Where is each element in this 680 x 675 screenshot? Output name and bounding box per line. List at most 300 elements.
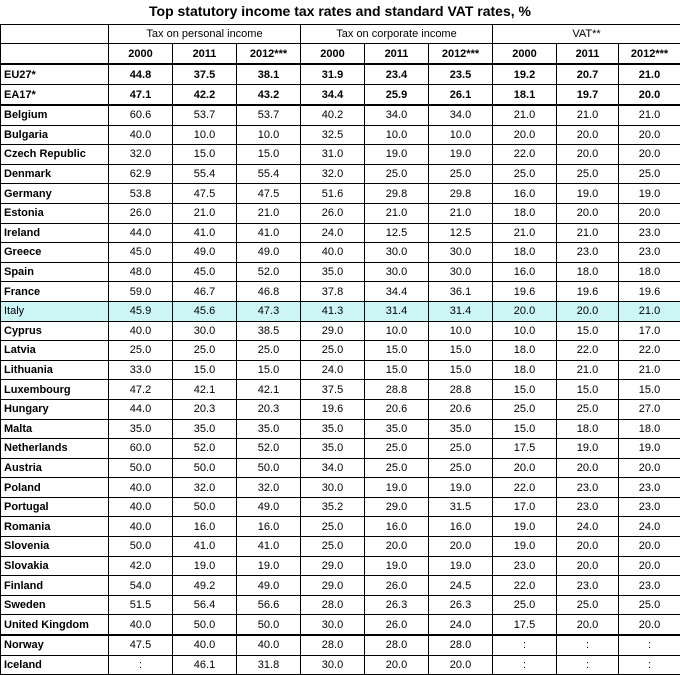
table-cell: 46.8 [237,282,301,302]
table-cell: 41.3 [301,301,365,321]
group-header-vat: VAT** [493,25,680,44]
table-cell: 18.0 [619,419,680,439]
table-cell: 29.0 [301,321,365,341]
table-cell: 22.0 [493,478,557,498]
table-cell: 44.8 [109,64,173,85]
table-cell: 25.9 [365,85,429,106]
table-cell: 10.0 [429,321,493,341]
table-cell: : [619,635,680,655]
table-cell: 46.7 [173,282,237,302]
table-cell: 20.3 [173,399,237,419]
group-header-corporate: Tax on corporate income [301,25,493,44]
table-cell: 25.0 [301,341,365,361]
table-cell: 16.0 [493,262,557,282]
table-cell: 20.0 [619,537,680,557]
row-label: Malta [1,419,109,439]
table-cell: 22.0 [557,341,619,361]
table-cell: 28.0 [301,635,365,655]
table-cell: 35.0 [301,419,365,439]
table-cell: 19.0 [557,184,619,204]
row-label: Slovakia [1,556,109,576]
table-cell: 44.0 [109,223,173,243]
table-row [1,419,680,439]
table-cell: 25.0 [429,439,493,459]
table-cell: 31.9 [301,64,365,85]
table-cell: 28.0 [365,635,429,655]
table-cell: 19.0 [493,517,557,537]
table-cell: 32.0 [301,164,365,184]
table-cell: 37.5 [301,380,365,400]
table-cell: 19.2 [493,64,557,85]
corner-cell [1,25,109,44]
table-cell: 20.0 [619,145,680,165]
table-cell: 16.0 [493,184,557,204]
table-cell: 25.0 [237,341,301,361]
table-row [1,64,680,85]
table-cell: 21.0 [557,105,619,125]
table-cell: 15.0 [429,341,493,361]
table-cell: 50.0 [173,497,237,517]
table-cell: 45.9 [109,301,173,321]
row-label: Lithuania [1,360,109,380]
table-cell: 20.0 [493,458,557,478]
table-cell: 40.0 [109,478,173,498]
table-cell: 23.4 [365,64,429,85]
table-cell: 47.1 [109,85,173,106]
table-cell: 20.0 [557,556,619,576]
table-cell: 28.8 [429,380,493,400]
table-cell: 21.0 [619,105,680,125]
table-row [1,517,680,537]
table-cell: 44.0 [109,399,173,419]
row-label: Netherlands [1,439,109,459]
table-cell: 12.5 [365,223,429,243]
table-cell: 21.0 [429,203,493,223]
table-cell: 24.0 [619,517,680,537]
table-cell: 19.6 [619,282,680,302]
table-cell: 15.0 [237,360,301,380]
table-cell: 15.0 [493,380,557,400]
table-cell: 50.0 [237,458,301,478]
table-cell: 52.0 [237,262,301,282]
table-title: Top statutory income tax rates and standard VAT rates, % [0,2,680,20]
table-cell: 23.0 [619,576,680,596]
table-cell: 15.0 [619,380,680,400]
table-row [1,203,680,223]
table-cell: 15.0 [365,360,429,380]
table-cell: 47.5 [109,635,173,655]
table-cell: 25.0 [557,164,619,184]
table-cell: 53.7 [173,105,237,125]
table-cell: 40.0 [109,321,173,341]
table-cell: 19.0 [429,145,493,165]
table-row [1,615,680,635]
table-cell: 18.0 [557,262,619,282]
table-cell: 35.0 [301,262,365,282]
table-cell: 40.0 [109,497,173,517]
table-cell: 41.0 [237,223,301,243]
table-cell: 23.0 [619,243,680,263]
row-label: Spain [1,262,109,282]
table-cell: 47.5 [173,184,237,204]
table-cell: 37.5 [173,64,237,85]
table-cell: 35.2 [301,497,365,517]
table-cell: 23.0 [557,243,619,263]
row-label: Portugal [1,497,109,517]
table-cell: 31.4 [429,301,493,321]
table-cell: 24.0 [557,517,619,537]
table-cell: 55.4 [237,164,301,184]
table-cell: 19.7 [557,85,619,106]
table-cell: 52.0 [173,439,237,459]
table-cell: 35.0 [109,419,173,439]
table-cell: : [557,635,619,655]
table-cell: 20.0 [557,537,619,557]
row-label: Estonia [1,203,109,223]
table-cell: 48.0 [109,262,173,282]
table-cell: : [493,635,557,655]
table-cell: 23.0 [493,556,557,576]
table-row [1,85,680,106]
table-row [1,360,680,380]
row-label: Germany [1,184,109,204]
table-cell: 10.0 [365,125,429,145]
table-cell: 25.0 [365,439,429,459]
table-cell: 21.0 [557,360,619,380]
table-cell: 19.0 [493,537,557,557]
table-cell: 21.0 [365,203,429,223]
table-cell: 54.0 [109,576,173,596]
table-cell: 47.3 [237,301,301,321]
table-cell: 23.0 [619,478,680,498]
table-row [1,635,680,655]
row-label: Greece [1,243,109,263]
table-cell: 26.0 [301,203,365,223]
table-cell: 12.5 [429,223,493,243]
table-cell: 25.0 [429,164,493,184]
table-cell: 35.0 [365,419,429,439]
table-cell: 50.0 [237,615,301,635]
table-cell: 40.0 [237,635,301,655]
table-cell: 40.2 [301,105,365,125]
table-cell: 19.0 [173,556,237,576]
table-cell: 20.0 [557,458,619,478]
row-label: Bulgaria [1,125,109,145]
table-cell: 20.0 [557,615,619,635]
table-cell: 43.2 [237,85,301,106]
table-cell: 30.0 [301,478,365,498]
table-cell: 21.0 [173,203,237,223]
table-cell: 40.0 [109,615,173,635]
table-cell: 42.2 [173,85,237,106]
table-cell: 31.8 [237,655,301,675]
table-cell: 15.0 [237,145,301,165]
table-cell: 20.0 [619,615,680,635]
table-cell: 32.5 [301,125,365,145]
table-cell: 20.3 [237,399,301,419]
table-cell: 24.0 [301,360,365,380]
year-header: 2011 [557,44,619,65]
table-cell: 30.0 [301,655,365,675]
table-cell: 56.4 [173,595,237,615]
row-label: Ireland [1,223,109,243]
table-cell: 31.0 [301,145,365,165]
year-header: 2000 [109,44,173,65]
table-cell: 32.0 [237,478,301,498]
table-cell: 17.5 [493,615,557,635]
row-label: EA17* [1,85,109,106]
table-cell: 36.1 [429,282,493,302]
table-cell: 19.6 [301,399,365,419]
table-cell: 25.0 [493,595,557,615]
table-row [1,655,680,675]
table-cell: 28.0 [429,635,493,655]
table-cell: 20.0 [619,556,680,576]
table-cell: 45.6 [173,301,237,321]
table-cell: 10.0 [173,125,237,145]
table-cell: 25.0 [109,341,173,361]
table-cell: 25.0 [493,164,557,184]
table-cell: 21.0 [619,64,680,85]
table-cell: 25.0 [301,517,365,537]
table-cell: 25.0 [173,341,237,361]
table-cell: 15.0 [173,145,237,165]
table-cell: 50.0 [109,537,173,557]
table-cell: 19.6 [557,282,619,302]
table-cell: 27.0 [619,399,680,419]
table-cell: 20.0 [557,145,619,165]
table-cell: : [557,655,619,675]
table-cell: 19.0 [619,439,680,459]
table-cell: 34.0 [301,458,365,478]
table-cell: 41.0 [237,537,301,557]
row-label: United Kingdom [1,615,109,635]
row-label: Italy [1,301,109,321]
table-cell: 15.0 [493,419,557,439]
table-row [1,301,680,321]
table-cell: 19.0 [619,184,680,204]
table-row [1,125,680,145]
table-cell: 20.0 [365,655,429,675]
table-cell: 24.0 [429,615,493,635]
table-cell: 21.0 [557,223,619,243]
table-cell: 20.0 [619,458,680,478]
table-cell: 33.0 [109,360,173,380]
table-cell: 49.0 [237,576,301,596]
table-cell: 20.0 [365,537,429,557]
table-cell: 25.0 [493,399,557,419]
table-cell: 30.0 [429,262,493,282]
table-cell: 20.0 [557,301,619,321]
table-row [1,262,680,282]
table-cell: 35.0 [173,419,237,439]
row-label: Cyprus [1,321,109,341]
table-cell: 32.0 [109,145,173,165]
table-cell: 16.0 [237,517,301,537]
row-label: Hungary [1,399,109,419]
table-cell: 34.4 [365,282,429,302]
table-cell: : [109,655,173,675]
table-cell: 32.0 [173,478,237,498]
table-cell: 20.0 [619,125,680,145]
table-row [1,321,680,341]
row-label: France [1,282,109,302]
table-cell: 55.4 [173,164,237,184]
table-cell: 42.0 [109,556,173,576]
table-cell: 40.0 [173,635,237,655]
row-label: Romania [1,517,109,537]
table-cell: 40.0 [109,125,173,145]
table-cell: 19.0 [237,556,301,576]
table-cell: 45.0 [109,243,173,263]
table-cell: 45.0 [173,262,237,282]
row-label: Luxembourg [1,380,109,400]
table-cell: 50.0 [109,458,173,478]
table-cell: 60.0 [109,439,173,459]
table-row [1,497,680,517]
table-cell: 25.0 [429,458,493,478]
table-cell: 21.0 [619,301,680,321]
table-cell: 42.1 [237,380,301,400]
table-cell: 31.5 [429,497,493,517]
row-label: Finland [1,576,109,596]
table-cell: 40.0 [301,243,365,263]
table-cell: 29.0 [301,576,365,596]
table-cell: 47.5 [237,184,301,204]
table-row [1,537,680,557]
table-cell: 60.6 [109,105,173,125]
row-label: Belgium [1,105,109,125]
table-cell: 20.6 [365,399,429,419]
table-cell: 15.0 [429,360,493,380]
table-cell: 31.4 [365,301,429,321]
table-cell: 20.0 [619,203,680,223]
table-cell: 25.0 [365,458,429,478]
table-cell: 10.0 [493,321,557,341]
table-cell: 25.0 [365,164,429,184]
tax-rates-table [0,24,680,675]
table-cell: 19.6 [493,282,557,302]
table-cell: 10.0 [429,125,493,145]
table-cell: 30.0 [365,262,429,282]
table-cell: 50.0 [173,458,237,478]
table-cell: 15.0 [557,321,619,341]
table-cell: 15.0 [365,341,429,361]
table-cell: 19.0 [429,556,493,576]
table-cell: 23.0 [557,576,619,596]
table-cell: 21.0 [619,360,680,380]
table-cell: 18.0 [493,203,557,223]
year-header: 2012*** [429,44,493,65]
table-cell: : [493,655,557,675]
table-cell: 22.0 [493,576,557,596]
table-cell: 19.0 [365,145,429,165]
row-label: Denmark [1,164,109,184]
table-cell: 51.6 [301,184,365,204]
table-cell: 15.0 [173,360,237,380]
table-cell: 47.2 [109,380,173,400]
table-cell: 50.0 [173,615,237,635]
table-cell: 23.0 [619,497,680,517]
table-cell: 18.0 [493,341,557,361]
table-cell: 26.1 [429,85,493,106]
table-cell: 21.0 [493,223,557,243]
table-cell: 16.0 [173,517,237,537]
table-cell: 16.0 [429,517,493,537]
table-row [1,439,680,459]
table-cell: 56.6 [237,595,301,615]
table-cell: 20.0 [493,125,557,145]
table-cell: 30.0 [301,615,365,635]
table-cell: 19.0 [557,439,619,459]
table-cell: 19.0 [365,478,429,498]
table-cell: 52.0 [237,439,301,459]
year-header: 2011 [173,44,237,65]
table-cell: 38.5 [237,321,301,341]
table-cell: 20.0 [619,85,680,106]
row-label: Latvia [1,341,109,361]
table-cell: 42.1 [173,380,237,400]
table-cell: 51.5 [109,595,173,615]
row-label: EU27* [1,64,109,85]
table-cell: 21.0 [493,105,557,125]
table-cell: 10.0 [237,125,301,145]
table-cell: 30.0 [429,243,493,263]
table-row [1,105,680,125]
table-row [1,223,680,243]
table-cell: 18.0 [557,419,619,439]
table-cell: 23.0 [557,497,619,517]
table-cell: 20.0 [557,125,619,145]
table-cell: 46.1 [173,655,237,675]
year-header: 2011 [365,44,429,65]
table-row [1,478,680,498]
table-row [1,380,680,400]
table-row [1,399,680,419]
table-cell: 41.0 [173,537,237,557]
year-header: 2012*** [619,44,680,65]
table-cell: 53.7 [237,105,301,125]
table-cell: 22.0 [619,341,680,361]
table-cell: 49.0 [237,497,301,517]
table-cell: 10.0 [365,321,429,341]
table-cell: 29.8 [365,184,429,204]
row-label: Austria [1,458,109,478]
table-cell: 26.0 [109,203,173,223]
table-cell: 23.5 [429,64,493,85]
table-cell: 53.8 [109,184,173,204]
table-cell: 26.0 [365,615,429,635]
table-cell: 62.9 [109,164,173,184]
table-cell: 15.0 [557,380,619,400]
table-cell: 24.0 [301,223,365,243]
table-cell: 23.0 [557,478,619,498]
year-header: 2012*** [237,44,301,65]
table-cell: 21.0 [237,203,301,223]
table-cell: 18.0 [619,262,680,282]
table-cell: 34.0 [365,105,429,125]
table-cell: 35.0 [429,419,493,439]
table-row [1,458,680,478]
table-cell: 29.8 [429,184,493,204]
table-cell: 38.1 [237,64,301,85]
row-label: Iceland [1,655,109,675]
table-cell: 22.0 [493,145,557,165]
year-header: 2000 [493,44,557,65]
table-cell: 28.8 [365,380,429,400]
table-cell: 16.0 [365,517,429,537]
table-cell: 19.0 [365,556,429,576]
